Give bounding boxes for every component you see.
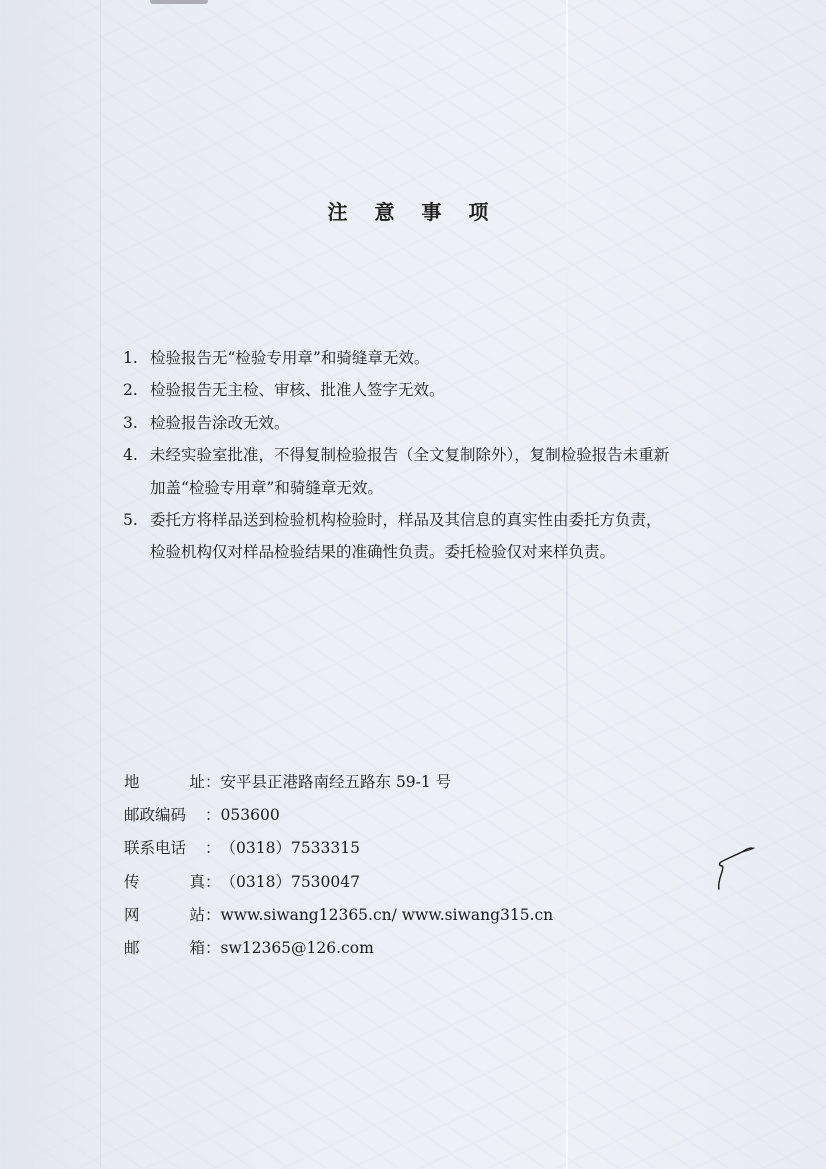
note-text-continued: 加盖“检验专用章”和骑缝章无效。	[150, 478, 383, 497]
contact-label	[124, 766, 205, 799]
note-number: 1.	[123, 349, 138, 367]
note-text-continued: 检验机构仅对样品检验结果的准确性负责。委托检验仅对来样负责。	[150, 543, 616, 562]
note-number: 5.	[123, 511, 138, 530]
email-address: sw12365@126.com	[220, 939, 374, 958]
note-text: 检验报告无主检、审核、批准人签字无效。	[150, 381, 445, 400]
label-char: 网	[124, 905, 140, 924]
contact-value: 安平县正港路南经五路东 59-1 号	[220, 773, 452, 791]
note-number: 4.	[123, 446, 138, 465]
contact-separator: ：	[205, 839, 221, 858]
page-fold-line	[566, 0, 568, 1169]
scan-edge-shadow	[0, 0, 101, 1169]
contact-label	[124, 899, 205, 932]
contact-label	[124, 932, 205, 965]
note-item-5	[123, 504, 733, 536]
scan-top-mark	[150, 0, 208, 4]
note-text: 检验报告无“检验专用章”和骑缝章无效。	[150, 349, 430, 367]
notes-list	[123, 342, 733, 569]
label-char: 箱	[189, 939, 205, 958]
contact-label: 邮政编码	[124, 806, 187, 825]
note-item-3	[123, 407, 733, 439]
contact-address	[124, 766, 553, 799]
contact-phone	[124, 832, 553, 865]
contact-value: （0318）7533315	[220, 839, 360, 858]
contact-separator: ：	[205, 872, 221, 891]
label-char: 传	[124, 872, 140, 891]
website-link: www.siwang12365.cn/ www.siwang315.cn	[220, 905, 554, 924]
note-text: 检验报告涂改无效。	[150, 413, 290, 432]
note-item-1	[123, 342, 733, 374]
note-item-4	[123, 439, 733, 471]
page-title: 注 意 事 项	[327, 200, 499, 224]
note-item-2	[123, 374, 733, 406]
label-char: 址	[189, 773, 205, 791]
contact-website	[124, 899, 553, 932]
note-text: 委托方将样品送到检验机构检验时，样品及其信息的真实性由委托方负责，	[150, 511, 662, 530]
contact-separator: ：	[205, 773, 221, 791]
contact-label	[124, 866, 205, 899]
label-char: 站	[189, 905, 205, 924]
contact-info	[124, 766, 553, 965]
contact-separator: ：	[205, 939, 221, 958]
contact-label: 联系电话	[124, 839, 187, 858]
contact-fax	[124, 866, 553, 899]
note-number: 3.	[123, 413, 138, 432]
label-char: 真	[189, 872, 205, 891]
note-number: 2.	[123, 381, 138, 400]
contact-separator: ：	[205, 806, 221, 825]
label-char: 地	[124, 773, 140, 791]
contact-value: （0318）7530047	[220, 872, 360, 891]
contact-separator: ：	[205, 905, 221, 924]
label-char: 邮	[124, 939, 140, 958]
contact-email	[124, 932, 553, 965]
contact-value: 053600	[220, 806, 280, 825]
note-text: 未经实验室批准，不得复制检验报告（全文复制除外），复制检验报告未重新	[150, 446, 670, 465]
contact-postcode	[124, 799, 553, 832]
handwritten-signature	[712, 842, 762, 894]
